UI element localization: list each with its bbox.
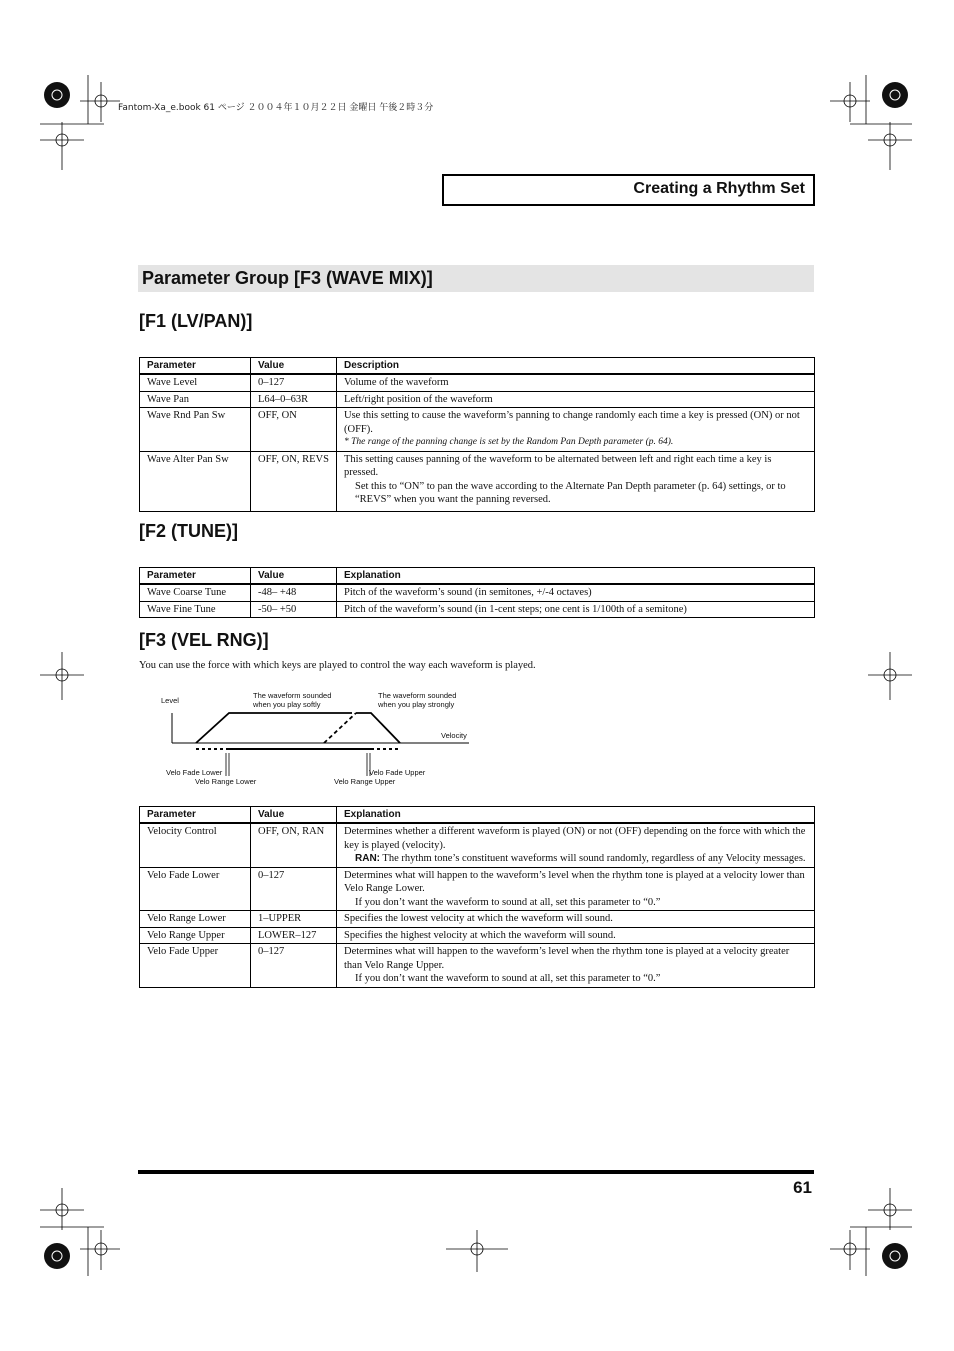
param-cell: Velocity Control [140,823,251,867]
value-cell: 0–127 [251,944,337,988]
level-label: Level [161,696,179,705]
desc-cell: Volume of the waveform [337,374,815,391]
desc-cell: Specifies the lowest velocity at which the waveform will sound. [337,911,815,928]
f1-heading: [F1 (LV/PAN)] [139,311,253,331]
table-row [140,944,815,988]
value-cell: L64–0–63R [251,391,337,408]
value-cell: LOWER–127 [251,927,337,944]
section-title: Parameter Group [F3 (WAVE MIX)] [142,268,433,288]
strong-label-1: The waveform sounded [378,691,457,700]
param-cell: Wave Alter Pan Sw [140,451,251,511]
col-header: Value [251,568,337,585]
desc-cell: Specifies the highest velocity at which the waveform will sound. [337,927,815,944]
page-number: 61 [793,1178,812,1197]
param-cell: Wave Pan [140,391,251,408]
velocity-label: Velocity [441,731,467,740]
footer-rule [138,1170,814,1174]
value-cell: -48– +48 [251,584,337,601]
col-header: Value [251,807,337,824]
param-cell: Wave Rnd Pan Sw [140,408,251,452]
soft-label-1: The waveform sounded [253,691,332,700]
param-cell: Wave Fine Tune [140,601,251,618]
table-row [140,823,815,867]
desc-text: Determines whether a different waveform is played (ON) or not (OFF) depending on the force with which the key is played (velocity). [344,826,806,851]
strong-waveform-fade-in [324,713,356,743]
desc-text: This setting causes panning of the waveform to be alternated between left and right each time a key is pressed. [344,453,772,478]
soft-label-2: when you play softly [253,700,321,709]
fade-lower-label: Velo Fade Lower [166,768,223,777]
col-header: Parameter [140,807,251,824]
table-row [140,867,815,911]
ran-text: The rhythm tone’s constituent waveforms will sound randomly, regardless of any Velocity messages. [380,853,806,864]
param-cell: Wave Coarse Tune [140,584,251,601]
param-cell: Wave Level [140,374,251,391]
col-header: Parameter [140,358,251,375]
desc-cell [337,823,815,867]
param-cell: Velo Fade Upper [140,944,251,988]
param-cell: Velo Fade Lower [140,867,251,911]
param-cell: Velo Range Lower [140,911,251,928]
desc-text: Use this setting to cause the waveform’s panning to change randomly each time a key is pressed (ON) or not (OFF). [344,410,800,435]
strong-label-2: when you play strongly [378,700,455,709]
value-cell: OFF, ON [251,408,337,452]
value-cell: OFF, ON, RAN [251,823,337,867]
value-cell: 0–127 [251,867,337,911]
desc-text: If you don’t want the waveform to sound at all, set this parameter to “0.” [355,973,661,984]
range-upper-label: Velo Range Upper [334,777,396,786]
f2-heading: [F2 (TUNE)] [139,521,238,541]
f3-intro: You can use the force with which keys are played to control the way each waveform is played. [139,660,536,671]
desc-text: Determines what will happen to the waveform’s level when the rhythm tone is played at a velocity lower than Velo Range Lower. [344,869,805,894]
range-lower-label: Velo Range Lower [195,777,257,786]
col-header: Value [251,358,337,375]
desc-note: * The range of the panning change is set by the Random Pan Depth parameter (p. 64). [344,437,674,447]
desc-text [344,852,807,866]
desc-text: Determines what will happen to the waveform’s level when the rhythm tone is played at a velocity greater than Velo Range Upper. [344,946,790,971]
desc-cell [337,867,815,911]
table-header-row [140,807,815,824]
value-cell: -50– +50 [251,601,337,618]
desc-cell: Left/right position of the waveform [337,391,815,408]
desc-cell [337,944,815,988]
col-header: Explanation [337,568,815,585]
col-header: Description [337,358,815,375]
soft-waveform [196,713,352,743]
desc-text: Set this to “ON” to pan the wave according to the Alternate Pan Depth parameter (p. 64) settings, or to “REVS” when you want the panning reversed. [355,480,786,505]
desc-text: If you don’t want the waveform to sound at all, set this parameter to “0.” [355,896,661,908]
col-header: Explanation [337,807,815,824]
col-header: Parameter [140,568,251,585]
value-cell: OFF, ON, REVS [251,451,337,511]
table-row [140,927,815,944]
f3-heading: [F3 (VEL RNG)] [139,630,269,650]
value-cell: 1–UPPER [251,911,337,928]
desc-cell: Pitch of the waveform’s sound (in semitones, +/-4 octaves) [337,584,815,601]
strong-waveform [356,713,400,743]
value-cell: 0–127 [251,374,337,391]
f3-table [139,806,815,988]
fade-upper-label: Velo Fade Upper [369,768,426,777]
param-cell: Velo Range Upper [140,927,251,944]
desc-cell: Pitch of the waveform’s sound (in 1-cent steps; one cent is 1/100th of a semitone) [337,601,815,618]
ran-label: RAN: [355,853,380,864]
book-info: Fantom-Xa_e.book 61 ページ ２００４年１０月２２日 金曜日 午後２時３分 [118,103,434,113]
table-row [140,911,815,928]
chapter-title: Creating a Rhythm Set [633,180,805,197]
